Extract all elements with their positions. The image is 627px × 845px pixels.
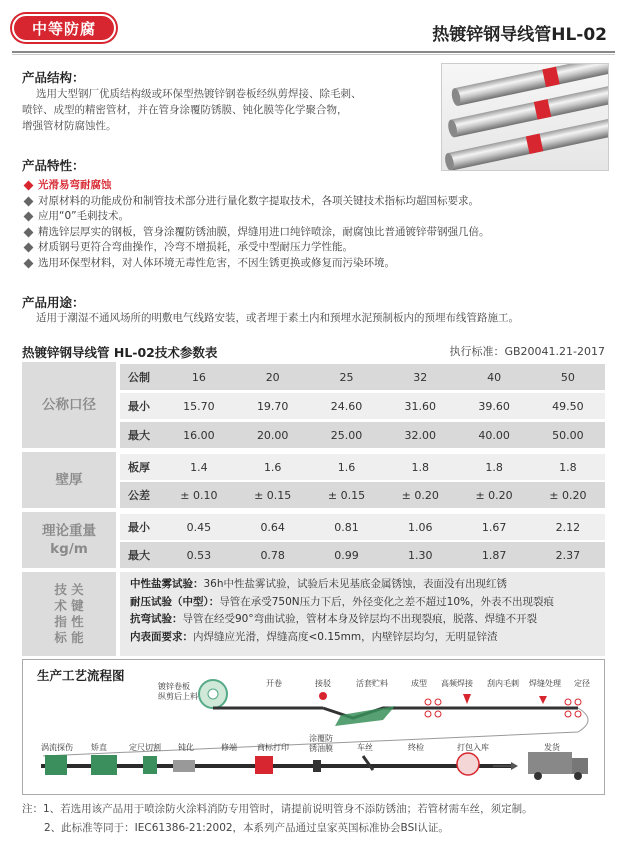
- process-step: 刮内毛刺: [487, 679, 519, 688]
- process-step: 矫直: [91, 743, 107, 752]
- process-step: 商标打印: [257, 743, 289, 752]
- table-row: [120, 454, 605, 480]
- table-cell: 0.53: [186, 548, 212, 562]
- process-step: 定径: [574, 679, 590, 688]
- table-row: [120, 482, 605, 508]
- row-label: 最大: [128, 429, 150, 442]
- process-step: 开卷: [266, 679, 282, 688]
- process-step: 成型: [411, 679, 427, 688]
- table-cell: 40.00: [478, 428, 510, 442]
- loop-storage-icon: [335, 706, 395, 726]
- process-step: 钝化: [178, 743, 194, 752]
- row-label: 板厚: [128, 461, 150, 474]
- process-step: 打包入库: [457, 743, 489, 752]
- process-step: 接驳: [315, 679, 331, 688]
- table-cell: 20.00: [256, 428, 289, 442]
- table-title: 热镀锌钢导线管 HL-02技术参数表: [22, 345, 218, 360]
- row-label: 公差: [128, 489, 150, 502]
- test-name: 耐压试验（中型）：: [130, 595, 220, 608]
- table-cell: 50.00: [552, 428, 584, 442]
- process-step: 高频焊接: [441, 679, 473, 688]
- test-item: [130, 629, 605, 647]
- group-nominal-size: 公称口径: [22, 362, 116, 448]
- table-cell: 32: [413, 370, 428, 384]
- table-row: [120, 364, 605, 390]
- cut-icon: [143, 756, 157, 774]
- table-cell: 25.00: [330, 428, 363, 442]
- table-cell: 0.81: [334, 520, 359, 534]
- process-step: 活套贮料: [356, 679, 388, 688]
- table-cell: 1.87: [481, 548, 507, 562]
- oil-coat-icon: [313, 760, 321, 772]
- process-flow-diagram: [22, 659, 605, 795]
- feature-text: 选用环保型材料，对人体环境无毒性危害，不因生锈更换或修复而污染环境。: [38, 256, 395, 269]
- print-icon: [255, 756, 273, 774]
- row-label: 最小: [128, 521, 150, 534]
- test-name: 抗弯试验：: [130, 613, 183, 625]
- test-text: 36h中性盐雾试验，试验后未见基底金属锈蚀，表面没有出现红锈: [203, 578, 508, 590]
- table-cell: 0.99: [334, 548, 359, 562]
- structure-line: 喷锌、成型的精密管材，并在管身涂覆防锈膜、钝化膜等化学聚合物，: [22, 104, 348, 116]
- table-cell: 0.64: [260, 520, 285, 534]
- table-cell: 16: [191, 370, 206, 384]
- feature-item: [22, 240, 622, 256]
- process-step: 终检: [408, 743, 424, 752]
- table-cell: 40: [487, 370, 502, 384]
- group-theoretical-weight: [22, 512, 116, 568]
- header-divider-thin: [12, 54, 615, 55]
- row-label: 最大: [128, 549, 150, 562]
- table-cell: 1.30: [408, 548, 433, 562]
- truck-icon: [528, 752, 572, 774]
- passivate-icon: [173, 760, 195, 772]
- table-cell: 25: [339, 370, 354, 384]
- feature-item: [22, 178, 622, 194]
- table-cell: 2.12: [555, 520, 581, 534]
- page-title: 热镀锌钢导线管HL-02: [432, 25, 607, 45]
- table-cell: 0.78: [260, 548, 285, 562]
- table-cell: 39.60: [478, 399, 510, 413]
- row-label: 最小: [128, 400, 150, 413]
- weld-treat-icon: [539, 696, 547, 704]
- bundle-icon: [457, 753, 479, 775]
- group-key-tech: 技 关 术 键 指 性 标 能: [22, 572, 116, 656]
- table-cell: 1.6: [263, 460, 282, 474]
- table-cell: 1.6: [337, 460, 356, 474]
- structure-title: 产品结构：: [22, 70, 85, 85]
- feature-item: [22, 225, 622, 241]
- process-title: 生产工艺流程图: [37, 668, 125, 683]
- features-title: 产品特性：: [22, 158, 85, 173]
- table-cell: 16.00: [183, 428, 215, 442]
- feature-item: [22, 256, 622, 272]
- table-cell: 24.60: [330, 399, 363, 413]
- group-weight-unit: kg/m: [50, 541, 88, 557]
- test-text: 导管在经受90°弯曲试验，管材本身及锌层均不出现裂痕，脱落、焊缝不开裂: [182, 613, 538, 625]
- welding-torch-icon: [463, 694, 471, 704]
- table-cell: 32.00: [404, 428, 437, 442]
- test-item: [130, 576, 605, 594]
- table-cell: 20: [265, 370, 280, 384]
- table-cell: ± 0.10: [180, 488, 218, 502]
- process-step: 定尺切割: [129, 743, 161, 752]
- eddy-test-icon: [45, 755, 67, 775]
- test-item: [130, 594, 605, 612]
- feature-text: 应用“0”毛刺技术。: [38, 210, 130, 222]
- table-cell: ± 0.20: [549, 488, 587, 502]
- table-row: [120, 422, 605, 448]
- footnote-item: 注：1、若选用该产品用于喷涂防火涂料消防专用管时，请提前说明管身不添防锈油；若管材需车丝，须定制。: [22, 803, 533, 815]
- joint-icon: [319, 692, 327, 700]
- group-wall-thickness: 壁厚: [22, 452, 116, 508]
- structure-text: [22, 86, 432, 134]
- table-cell: 1.8: [485, 460, 503, 474]
- feature-item: [22, 194, 622, 210]
- table-cell: 31.60: [404, 399, 437, 413]
- test-list: [120, 572, 605, 656]
- table-cell: ± 0.15: [327, 488, 366, 502]
- process-step-coil: 镀锌卷板 纵剪后上料: [158, 682, 198, 701]
- straighten-icon: [91, 755, 117, 775]
- table-row: [120, 542, 605, 568]
- process-step: 修端: [221, 743, 237, 752]
- process-step: 车丝: [357, 743, 373, 752]
- table-cell: 0.45: [186, 520, 212, 534]
- table-row: [120, 514, 605, 540]
- footnote-item: 2、此标准等同于：IEC61386-21:2002，本系列产品通过皇家英国标准协会BSI认证。: [44, 822, 449, 834]
- table-cell: 2.37: [555, 548, 581, 562]
- table-cell: 1.8: [411, 460, 430, 474]
- process-step: 涂覆防 锈油膜: [309, 734, 333, 753]
- footnotes: [22, 800, 533, 838]
- feature-text: 精选锌层厚实的钢板，管身涂覆防锈油膜，焊缝用进口纯锌喷涂，耐腐蚀比普通镀锌带钢强几倍。: [38, 225, 490, 238]
- test-item: [130, 611, 605, 629]
- table-row: [120, 393, 605, 419]
- table-cell: ± 0.15: [254, 488, 292, 502]
- diamond-bullet-icon: [24, 227, 34, 237]
- group-weight-label: 理论重量: [42, 523, 96, 539]
- table-cell: 1.67: [481, 520, 507, 534]
- test-name: 中性盐雾试验：: [130, 578, 204, 590]
- diamond-bullet-icon: [24, 181, 34, 191]
- usage-title: 产品用途：: [22, 295, 85, 310]
- table-cell: 19.70: [256, 399, 289, 413]
- header-divider: [12, 51, 615, 53]
- structure-line: 增强管材防腐蚀性。: [22, 120, 117, 132]
- table-cell: 1.06: [408, 520, 433, 534]
- table-cell: ± 0.20: [401, 488, 439, 502]
- feature-text: 材质钢号更符合弯曲操作，冷弯不增损耗，承受中型耐压力学性能。: [38, 241, 353, 253]
- feature-text: 对原材料的功能成份和制管技术部分进行量化数字提取技术，各项关键技术指标均超国标要求。: [38, 194, 479, 207]
- test-name: 内表面要求：: [130, 630, 193, 643]
- row-label: 公制: [128, 371, 150, 384]
- diamond-bullet-icon: [24, 196, 34, 206]
- product-image: [441, 63, 609, 171]
- process-step: 发货: [544, 743, 560, 752]
- diamond-bullet-icon: [24, 258, 34, 268]
- table-cell: 49.50: [552, 399, 584, 413]
- table-cell: ± 0.20: [475, 488, 513, 502]
- feature-list: [22, 178, 622, 271]
- process-step: 涡流探伤: [41, 743, 73, 752]
- test-text: 内焊缝应光滑，焊缝高度<0.15mm，内壁锌层均匀，无明显锌渣: [193, 630, 498, 643]
- table-standard: 执行标准：GB20041.21-2017: [449, 345, 605, 358]
- feature-text: 光滑易弯耐腐蚀: [38, 179, 112, 191]
- table-cell: 50: [560, 370, 575, 384]
- process-step: 焊缝处理: [529, 679, 561, 688]
- table-cell: 1.4: [190, 460, 208, 474]
- diamond-bullet-icon: [24, 212, 34, 222]
- usage-text: 适用于潮湿不通风场所的明敷电气线路安装，或者埋于素土内和预埋水泥预制板内的预埋布线管路施工。: [36, 312, 519, 324]
- table-cell: 15.70: [183, 399, 215, 413]
- test-text: 导管在承受750N压力下后，外径变化之差不超过10%，外表不出现裂痕: [219, 595, 554, 608]
- feature-item: [22, 209, 622, 225]
- diamond-bullet-icon: [24, 243, 34, 253]
- table-cell: 1.8: [559, 460, 577, 474]
- structure-line: 选用大型钢厂优质结构级或环保型热镀锌钢卷板经纵剪焊接、除毛刺、: [36, 88, 362, 100]
- brand-logo: 中等防腐: [12, 14, 116, 42]
